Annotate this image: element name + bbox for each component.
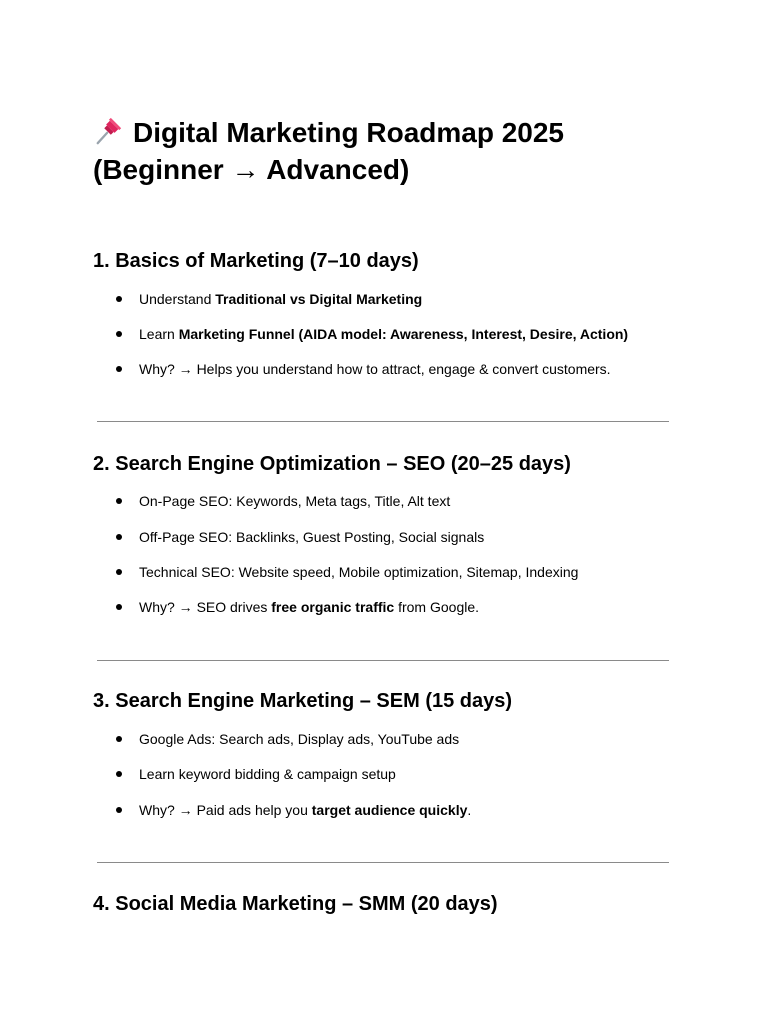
section-divider — [97, 862, 669, 863]
pushpin-icon — [93, 116, 123, 146]
list-item-text: Why? → SEO drives free organic traffic from Google. — [139, 599, 480, 615]
title-line-1 — [93, 117, 564, 148]
bullet-icon — [116, 807, 122, 813]
list-item-text: Technical SEO: Website speed, Mobile optimization, Sitemap, Indexing — [139, 564, 579, 580]
bullet-icon — [116, 771, 122, 777]
list-item-text: Learn Marketing Funnel (AIDA model: Awareness, Interest, Desire, Action) — [139, 326, 629, 342]
section-heading-smm: 4. Social Media Marketing – SMM (20 days) — [93, 893, 498, 915]
title-line-1-text: Digital Marketing Roadmap 2025 — [133, 117, 565, 148]
list-item-text: On-Page SEO: Keywords, Meta tags, Title, Alt text — [139, 493, 451, 509]
list-item-text: Off-Page SEO: Backlinks, Guest Posting, Social signals — [139, 529, 485, 545]
bullet-icon — [116, 498, 122, 504]
list-item-text: Why? → Helps you understand how to attract, engage & convert customers. — [139, 361, 611, 377]
list-item-text: Google Ads: Search ads, Display ads, YouTube ads — [139, 731, 460, 747]
bullet-icon — [116, 296, 122, 302]
list-item-text: Learn keyword bidding & campaign setup — [139, 766, 396, 782]
title-line-2: (Beginner → Advanced) — [93, 154, 410, 185]
bullet-icon — [116, 534, 122, 540]
list-item-text: Understand Traditional vs Digital Marketing — [139, 291, 423, 307]
bullet-icon — [116, 366, 122, 372]
section-divider — [97, 660, 669, 661]
bullet-icon — [116, 736, 122, 742]
section-heading-sem: 3. Search Engine Marketing – SEM (15 days) — [93, 690, 513, 712]
document-title — [93, 114, 693, 188]
section-heading-basics: 1. Basics of Marketing (7–10 days) — [93, 250, 419, 272]
section-divider — [97, 421, 669, 422]
bullet-icon — [116, 569, 122, 575]
bullet-icon — [116, 331, 122, 337]
bullet-icon — [116, 604, 122, 610]
list-item-text: Why? → Paid ads help you target audience quickly. — [139, 802, 472, 818]
section-heading-seo: 2. Search Engine Optimization – SEO (20–25 days) — [93, 453, 571, 475]
